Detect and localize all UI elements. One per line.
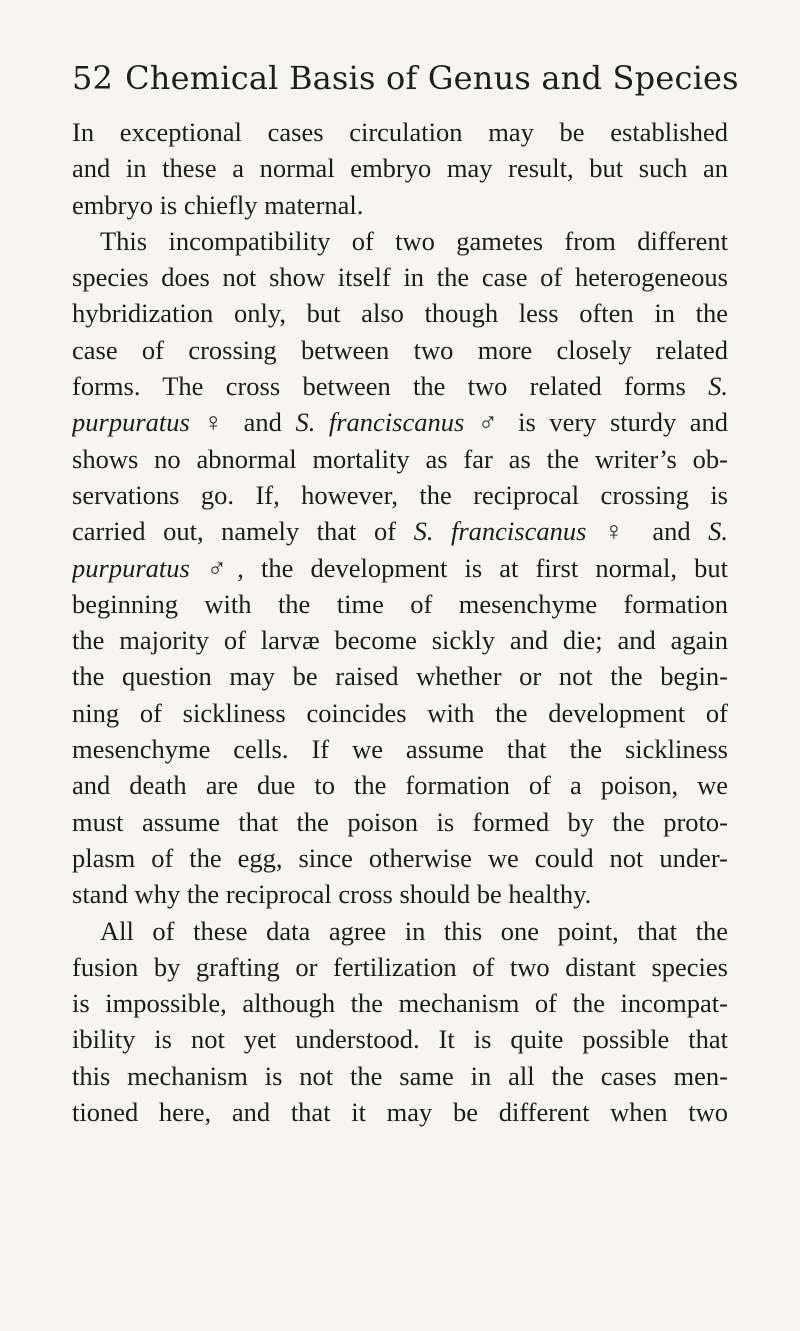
- text-line: carried out, namely that of S. franciscanus ♀ and S.: [72, 516, 728, 547]
- page-number: 52: [72, 59, 114, 97]
- text-line: shows no abnormal mortality as far as the writer’s ob-: [72, 443, 728, 474]
- text-line: purpuratus ♀ and S. franciscanus ♂ is very sturdy and: [72, 407, 728, 438]
- text-line: beginning with the time of mesenchyme formation: [72, 588, 728, 619]
- text-line: ibility is not yet understood. It is quite possible that: [72, 1024, 728, 1055]
- paragraph-start-line: This incompatibility of two gametes from different: [100, 225, 728, 256]
- running-title: Chemical Basis of Genus and Species: [125, 59, 739, 97]
- body-text: [72, 114, 728, 1130]
- text-line: ning of sickliness coincides with the development of: [72, 697, 728, 728]
- text-line: stand why the reciprocal cross should be healthy.: [72, 879, 592, 910]
- text-line: forms. The cross between the two related forms S.: [72, 371, 728, 402]
- species-name: S. franciscanus: [413, 516, 587, 547]
- text-line: embryo is chiefly maternal.: [72, 189, 364, 220]
- text-line: fusion by grafting or fertilization of two distant species: [72, 951, 728, 982]
- text-line: species does not show itself in the case of heterogeneous: [72, 262, 728, 293]
- text-line: mesenchyme cells. If we assume that the sickliness: [72, 734, 728, 765]
- text-line: is impossible, although the mechanism of the incompat-: [72, 988, 728, 1019]
- text-line: must assume that the poison is formed by the proto-: [72, 806, 728, 837]
- running-header: [72, 58, 739, 98]
- species-name: S.: [708, 516, 728, 547]
- text-line: servations go. If, however, the reciprocal crossing is: [72, 479, 728, 510]
- text-line: this mechanism is not the same in all the cases men-: [72, 1060, 728, 1091]
- text-line: the majority of larvæ become sickly and die; and again: [72, 625, 728, 656]
- text-line: tioned here, and that it may be different when two: [72, 1097, 728, 1128]
- text-line: In exceptional cases circulation may be established: [72, 117, 728, 147]
- text-line: and death are due to the formation of a poison, we: [72, 770, 728, 801]
- text-line: and in these a normal embryo may result, but such an: [72, 153, 728, 184]
- paragraph-start-line: All of these data agree in this one point, that the: [100, 915, 728, 946]
- text-line: purpuratus ♂, the development is at first normal, but: [72, 552, 728, 583]
- species-name: purpuratus: [72, 407, 190, 438]
- species-name: purpuratus: [72, 552, 190, 583]
- species-name: S.: [708, 371, 728, 402]
- text-line: case of crossing between two more closely related: [72, 334, 728, 365]
- text-line: the question may be raised whether or not the begin-: [72, 661, 728, 692]
- species-name: S. franciscanus: [295, 407, 465, 438]
- text-line: hybridization only, but also though less often in the: [72, 298, 728, 329]
- text-line: plasm of the egg, since otherwise we could not under-: [72, 842, 728, 873]
